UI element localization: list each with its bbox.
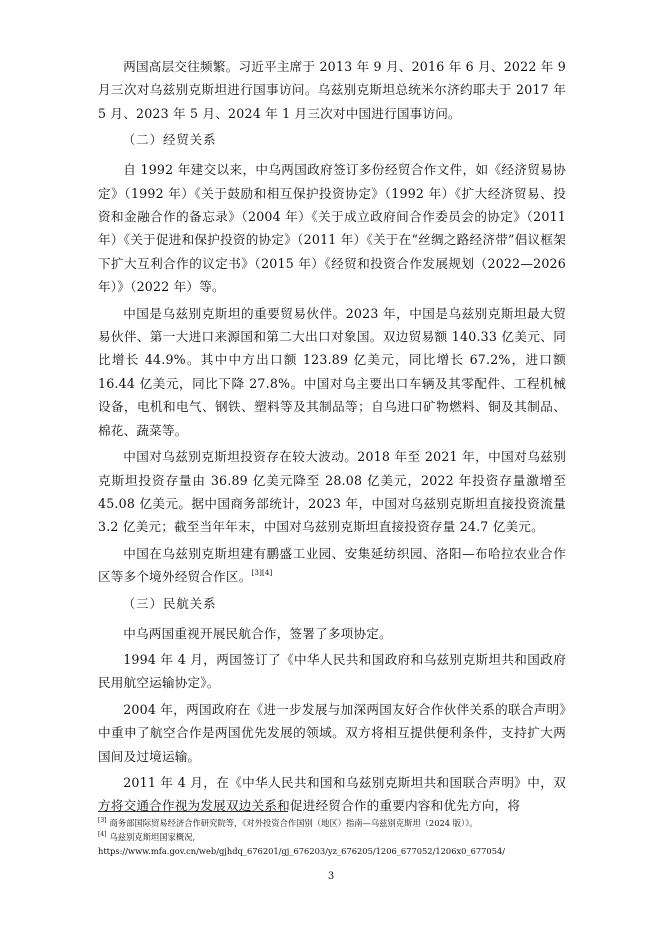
footnote-4-text: 乌兹别克斯坦国家概况, bbox=[109, 832, 196, 842]
cooperation-zones-text: 中国在乌兹别克斯坦建有鹏盛工业园、安集延纺织园、洛阳—布哈拉农业合作区等多个境外经贸合作区。 bbox=[98, 545, 566, 585]
footnote-reference: [3][4] bbox=[251, 569, 273, 578]
footnote-3-mark: [3] bbox=[98, 817, 107, 824]
section-heading-aviation: （三）民航关系 bbox=[122, 595, 217, 611]
footnote-3-text: 商务部国际贸易经济合作研究院等，《对外投资合作国别（地区）指南—乌兹别克斯坦（2024 版）》。 bbox=[109, 818, 478, 828]
footnote-4-url[interactable]: https://www.mfa.gov.cn/web/gjhdq_676201/gj_676203/yz_676205/1206_677052/1206x0_677054/ bbox=[98, 846, 506, 856]
page-number: 3 bbox=[327, 871, 335, 882]
footnote-3 bbox=[98, 816, 568, 830]
paragraph-trade-agreements: 自 1992 年建交以来，中乌两国政府签订多份经贸合作文件，如《经济贸易协定》（1992 年）《关于鼓励和相互保护投资协定》（1992 年）《扩大经济贸易、投资和金融合作的备忘录》（2004 年）《关于成立政府间合作委员会的协定》（2011 年）《关于促进和保护投资的协定》（2011 年）《关于在“丝绸之路经济带”倡议框架下扩大互利合作的议定书》（2015 年）《经贸和投资合作发展规划（2022—2026 年）》（2022 年）等。 bbox=[98, 162, 566, 295]
footnote-4 bbox=[98, 830, 568, 844]
body-text bbox=[98, 55, 566, 821]
paragraph-cooperation-zones bbox=[98, 542, 566, 589]
footnote-4-mark: [4] bbox=[98, 831, 107, 838]
paragraph-aviation-2004: 2004 年，两国政府在《进一步发展与加深两国友好合作伙伴关系的联合声明》中重申了航空合作是两国优先发展的领域。双方将相互提供便利条件，支持扩大两国间及过境运输。 bbox=[98, 701, 566, 764]
footnote-divider bbox=[98, 811, 288, 812]
paragraph-investment: 中国对乌兹别克斯坦投资存在较大波动。2018 年至 2021 年，中国对乌兹别克斯坦投资存量由 36.89 亿美元降至 28.08 亿美元，2022 年投资存量激增至 45.08 亿美元。据中国商务部统计，2023 年，中国对乌兹别克斯坦直接投资流量 3.2 亿美元；截至当年年末，中国对乌兹别克斯坦直接投资存量 24.7 亿美元。 bbox=[98, 449, 566, 535]
paragraph-aviation-intro: 中乌两国重视开展民航合作，签署了多项协定。 bbox=[123, 625, 392, 641]
paragraph-high-level-visits: 两国高层交往频繁。习近平主席于 2013 年 9 月、2016 年 6 月、2022 年 9 月三次对乌兹别克斯坦进行国事访问。乌兹别克斯坦总统米尔济约耶夫于 2017 年 5 月、2023 年 5 月、2024 年 1 月三次对中国进行国事访问。 bbox=[98, 59, 566, 121]
paragraph-trade-partner: 中国是乌兹别克斯坦的重要贸易伙伴。2023 年，中国是乌兹别克斯坦最大贸易伙伴、第一大进口来源国和第二大出口对象国。双边贸易额 140.33 亿美元、同比增长 44.9%。其中中方出口额 123.89 亿美元，同比增长 67.2%，进口额 16.44 亿美元，同比下降 27.8%。中国对乌主要出口车辆及其零配件、工程机械设备，电机和电气、钢铁、塑料等及其制品等；自乌进口矿物燃料、铜及其制品、棉花、蔬菜等。 bbox=[98, 305, 566, 438]
footnotes bbox=[98, 811, 568, 858]
section-heading-trade: （二）经贸关系 bbox=[122, 132, 217, 148]
paragraph-aviation-1994: 1994 年 4 月，两国签订了《中华人民共和国政府和乌兹别克斯坦共和国政府民用航空运输协定》。 bbox=[98, 651, 566, 691]
paragraph-aviation-2011: 2011 年 4 月，在《中华人民共和国和乌兹别克斯坦共和国联合声明》中，双方将交通合作视为发展双边关系和促进经贸合作的重要内容和优先方向，将 bbox=[98, 774, 566, 814]
